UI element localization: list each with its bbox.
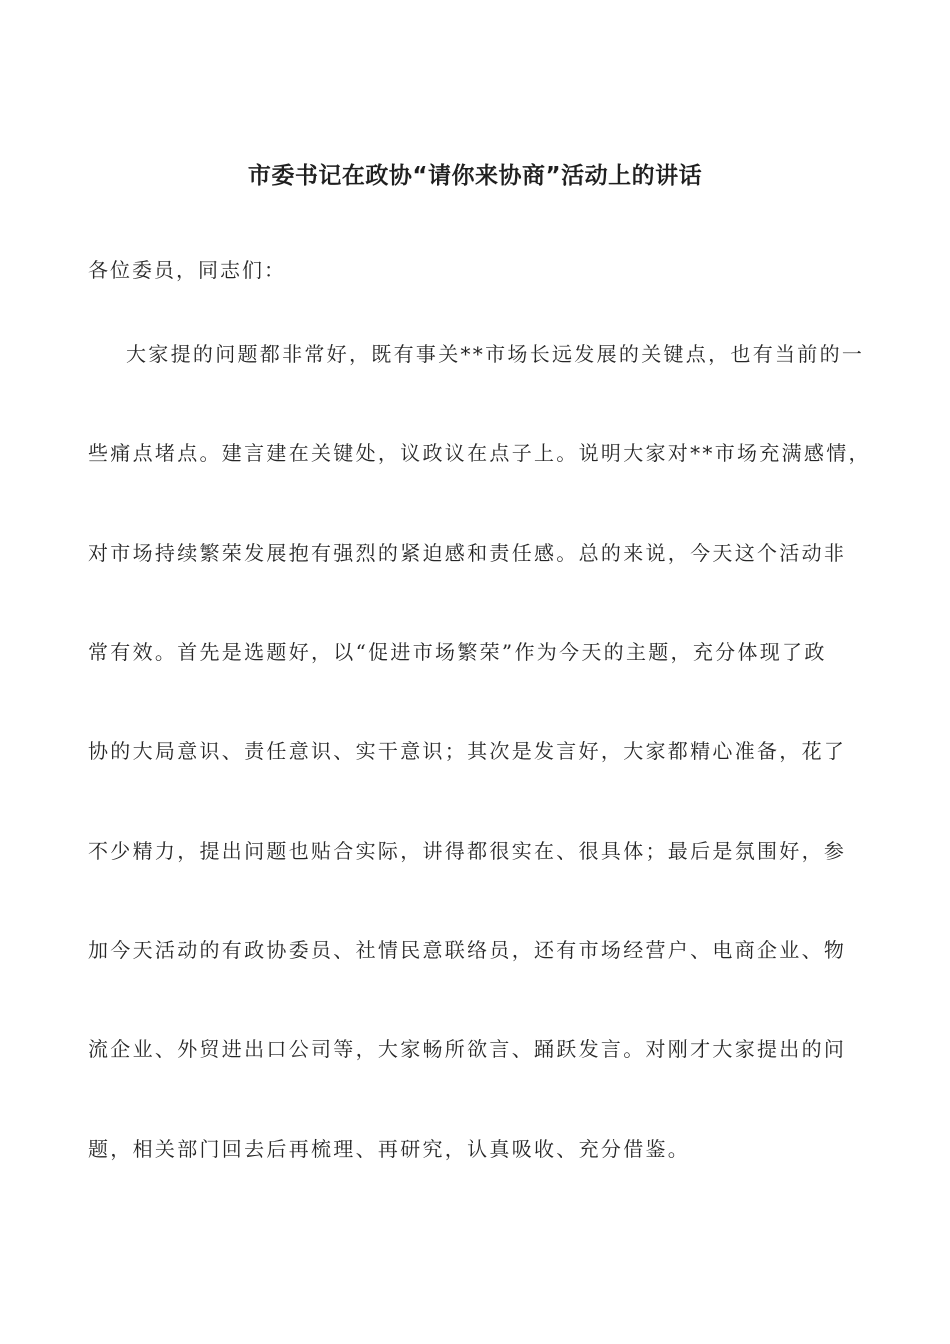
paragraph-line: 题，相关部门回去后再梳理、再研究，认真吸收、充分借鉴。 <box>88 1137 691 1161</box>
paragraph-line: 流企业、外贸进出口公司等，大家畅所欲言、踊跃发言。对刚才大家提出的问 <box>88 1037 847 1061</box>
paragraph-line: 不少精力，提出问题也贴合实际，讲得都很实在、很具体；最后是氛围好，参 <box>88 839 847 863</box>
paragraph-line: 常有效。首先是选题好，以“促进市场繁荣”作为今天的主题，充分体现了政 <box>88 640 827 664</box>
paragraph-line: 协的大局意识、责任意识、实干意识；其次是发言好，大家都精心准备，花了 <box>88 739 847 763</box>
paragraph-line: 对市场持续繁荣发展抱有强烈的紧迫感和责任感。总的来说，今天这个活动非 <box>88 541 847 565</box>
salutation: 各位委员，同志们： <box>88 258 286 282</box>
document-title: 市委书记在政协“请你来协商”活动上的讲话 <box>247 163 703 189</box>
paragraph-line: 些痛点堵点。建言建在关键处，议政议在点子上。说明大家对**市场充满感情， <box>88 441 871 465</box>
paragraph-line: 加今天活动的有政协委员、社情民意联络员，还有市场经营户、电商企业、物 <box>88 938 847 962</box>
paragraph-line: 大家提的问题都非常好，既有事关**市场长远发展的关键点，也有当前的一 <box>126 342 865 366</box>
